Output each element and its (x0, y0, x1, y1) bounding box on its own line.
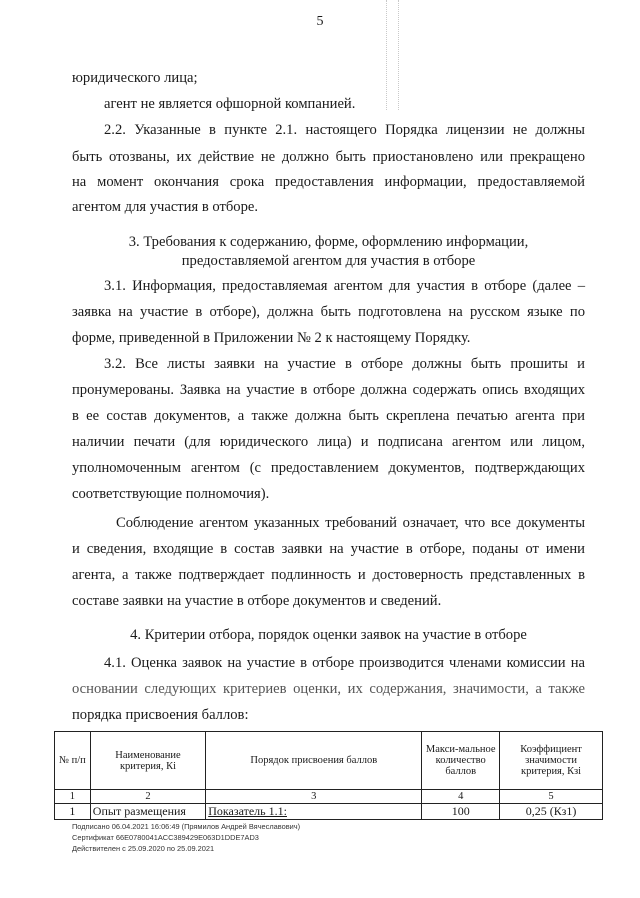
text-line: форме, приведенной в Приложении № 2 к настоящему Порядку. (72, 330, 471, 346)
criteria-table (54, 731, 603, 820)
section-heading: 3. Требования к содержанию, форме, оформлению информации, (128, 234, 529, 250)
table-number-row (55, 790, 603, 804)
section-heading: 4. Критерии отбора, порядок оценки заявок на участие в отборе (130, 627, 527, 643)
text-line: агента, а также подтверждает подлинность и достоверность представленных в (72, 567, 585, 583)
signature-line: Сертификат 66E0780041ACC389429E063D1DDE7AD3 (72, 833, 259, 842)
text-line: соответствующие полномочия). (72, 486, 270, 502)
table-header-cell: Наименование критерия, Кi (90, 732, 205, 790)
text-line: агентом для участия в отборе. (72, 199, 259, 215)
table-cell: 100 (422, 804, 500, 820)
text-line: основании следующих критериев оценки, их содержания, значимости, а также (72, 681, 585, 697)
text-line: 3.1. Информация, предоставляемая агентом для участия в отборе (далее – (104, 278, 585, 294)
table-row (55, 804, 603, 820)
section-heading: предоставляемой агентом для участия в отборе (181, 253, 476, 269)
table-cell: Показатель 1.1: (206, 804, 422, 820)
text-line: порядка присвоения баллов: (72, 707, 249, 723)
table-cell: 3 (206, 790, 422, 804)
signature-line: Действителен с 25.09.2020 по 25.09.2021 (72, 844, 215, 853)
table-header-cell: Порядок присвоения баллов (206, 732, 422, 790)
table-cell: Опыт размещения (90, 804, 205, 820)
table-cell: 4 (422, 790, 500, 804)
text-line: составе заявки на участие в отборе документов и сведений. (72, 593, 442, 609)
table-header-row (55, 732, 603, 790)
text-line: быть отозваны, их действие не должно быть приостановлено или прекращено (72, 149, 585, 165)
text-line: на момент окончания срока предоставления информации, предоставляемой (72, 174, 585, 190)
signature-line: Подписано 06.04.2021 16:06:49 (Прямилов Андрей Вячеславович) (72, 822, 301, 831)
table-header-cell: Коэффициент значимости критерия, Кзi (500, 732, 603, 790)
text-line: пронумерованы. Заявка на участие в отборе должна содержать опись входящих (72, 382, 585, 398)
text-line: уполномоченным агентом (с предоставлением документов, подтверждающих (72, 460, 585, 476)
text-line: и сведения, входящие в состав заявки на участие в отборе, поданы от имени (72, 541, 585, 557)
text-line: Соблюдение агентом указанных требований означает, что все документы (116, 515, 585, 531)
table-header-cell: № п/п (55, 732, 91, 790)
text-line: юридического лица; (72, 70, 198, 86)
table-header-cell: Макси-мальное количество баллов (422, 732, 500, 790)
table-cell: 1 (55, 790, 91, 804)
table-cell: 0,25 (Кз1) (500, 804, 603, 820)
text-line: 2.2. Указанные в пункте 2.1. настоящего Порядка лицензии не должны (104, 122, 585, 138)
text-line: агент не является офшорной компанией. (104, 96, 356, 112)
text-line: наличии печати (для юридического лица) и подписана агентом или лицом, (72, 434, 585, 450)
page-number: 5 (316, 14, 324, 29)
text-line: 4.1. Оценка заявок на участие в отборе производится членами комиссии на (104, 655, 585, 671)
table-cell: 1 (55, 804, 91, 820)
text-line: 3.2. Все листы заявки на участие в отборе должны быть прошиты и (104, 356, 585, 372)
text-line: заявка на участие в отборе), должна быть подготовлена на русском языке по (72, 304, 585, 320)
text-line: в ее состав документов, а также должна быть скреплена печатью агента при (72, 408, 585, 424)
table-cell: 2 (90, 790, 205, 804)
table-cell: 5 (500, 790, 603, 804)
